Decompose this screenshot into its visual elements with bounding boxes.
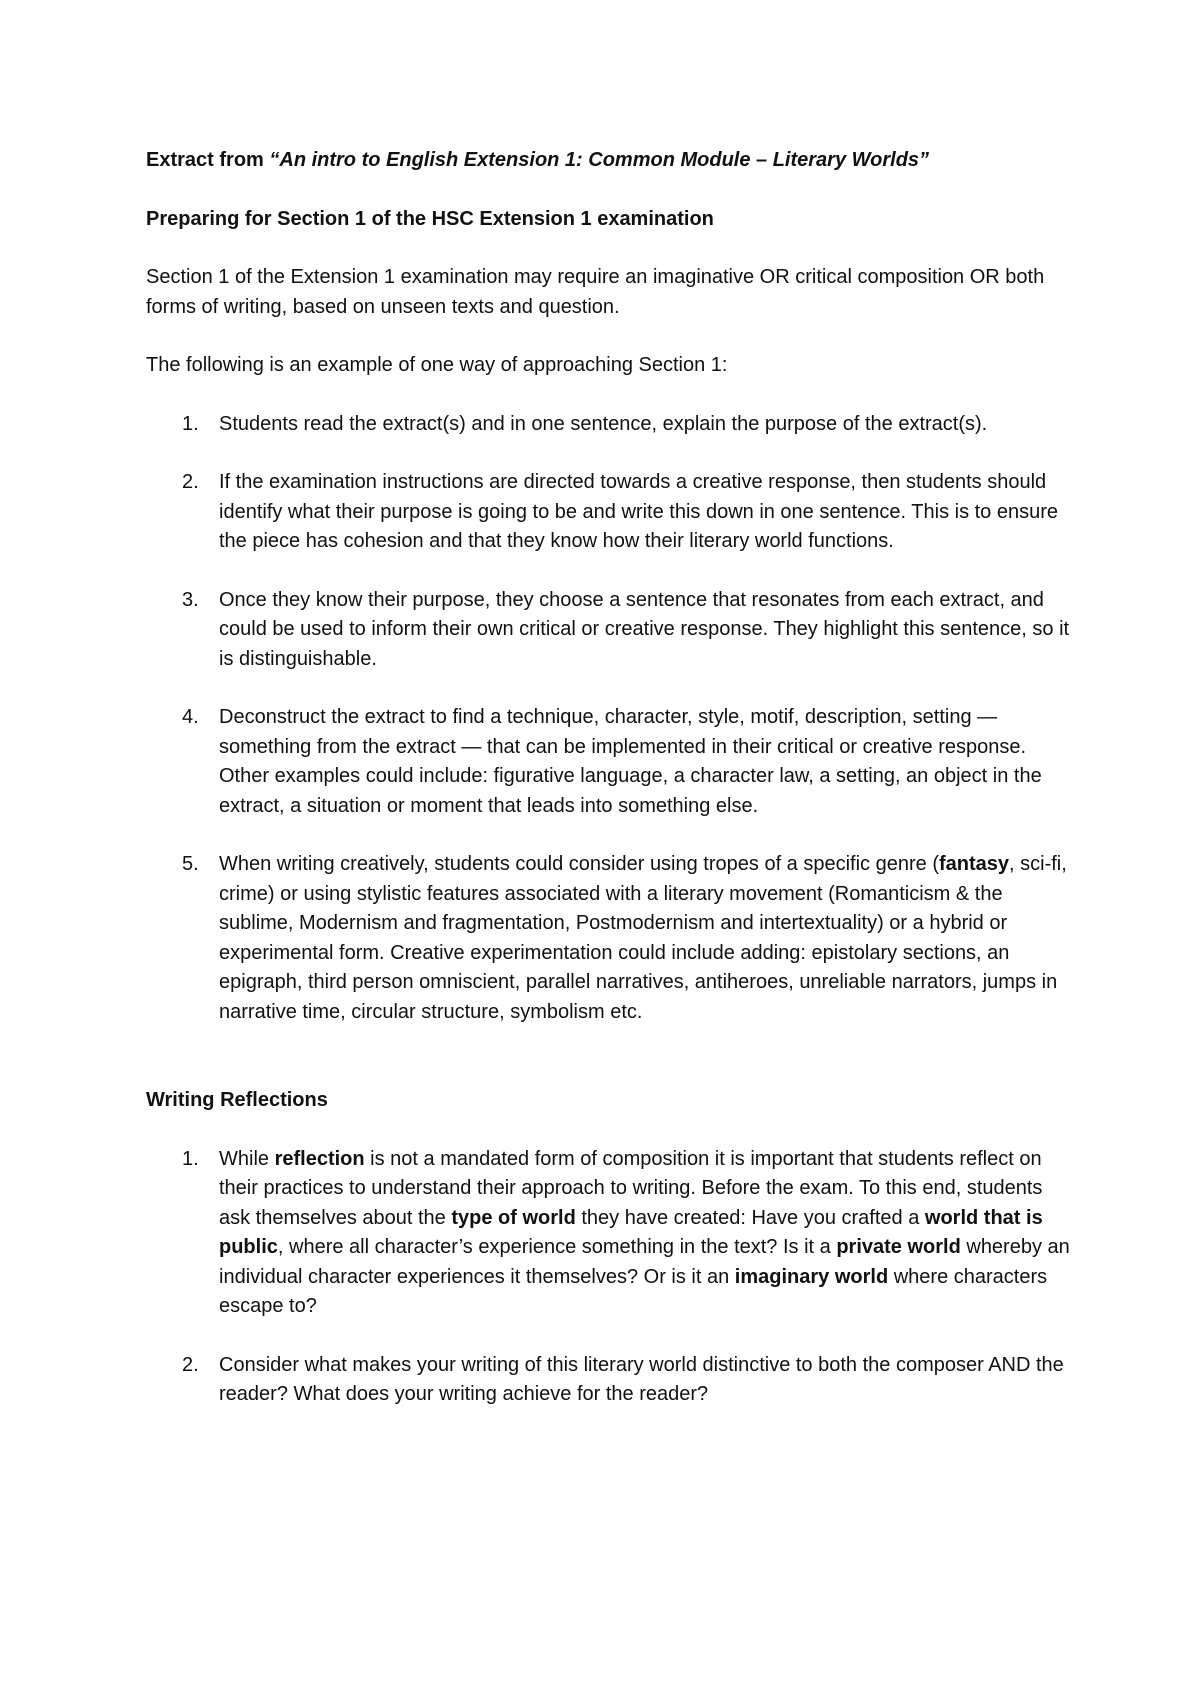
list-number: 4. [182, 706, 199, 728]
list-item-text: When writing creatively, students could consider using tropes of a specific genre (fantasy, sci-fi, crime) or using stylistic features associated with a literary movement (Romanticism & the sublime, Modernism and fragmentation, Postmodernism and intertextuality) or a hybrid or experimental form. Creative experimentation could include adding: epistolary sections, an epigraph, third person omniscient, parallel narratives, antiheroes, unreliable narrators, jumps in narrative time, circular structure, symbolism etc. [219, 853, 1067, 1023]
list-item-text: Students read the extract(s) and in one sentence, explain the purpose of the extract(s). [219, 412, 988, 435]
section2-reflections-list [146, 1145, 1076, 1410]
list-item-text: While reflection is not a mandated form of composition it is important that students reflect on their practices to understand their approach to writing. Before the exam. To this end, students ask themselves about the type of world they have created: Have you crafted a world that is public, where all character’s experience something in the text? Is it a private world whereby an individual character experiences it themselves? Or is it an imaginary world where characters escape to? [219, 1147, 1070, 1317]
document-title: Extract from “An intro to English Extension 1: Common Module – Literary Worlds” [146, 149, 930, 171]
list-item [146, 1145, 1076, 1322]
emphasis-reflection: reflection [274, 1147, 365, 1170]
list-item-text: Once they know their purpose, they choose a sentence that resonates from each extract, and could be used to inform their own critical or creative response. They highlight this sentence, so it is distinguishable. [219, 588, 1070, 670]
list-item [146, 410, 1076, 440]
emphasis-fantasy: fantasy [938, 853, 1010, 875]
section1-steps-list [146, 410, 1076, 1028]
emphasis-type-of-world: type of world [451, 1206, 576, 1229]
section2-heading: Writing Reflections [146, 1089, 328, 1111]
document-page [146, 146, 1076, 1439]
list-number: 1. [182, 1147, 199, 1170]
list-item [146, 1351, 1076, 1410]
emphasis-private-world: private world [836, 1236, 961, 1258]
list-number: 5. [182, 853, 199, 875]
list-item-text: Deconstruct the extract to find a technique, character, style, motif, description, setting — something from the extract — that can be implemented in their critical or creative response. Other examples could include: figurative language, a character law, a setting, an object in the extract, a situation or moment that leads into something else. [219, 706, 1042, 817]
list-item [146, 468, 1076, 557]
list-item [146, 703, 1076, 821]
list-item-text: Consider what makes your writing of this literary world distinctive to both the composer AND the reader? What does your writing achieve for the reader? [219, 1353, 1064, 1405]
section1-lead: The following is an example of one way of approaching Section 1: [146, 354, 728, 376]
list-item [146, 850, 1076, 1027]
document-title-italic: “An intro to English Extension 1: Common Module – Literary Worlds” [269, 149, 930, 171]
list-number: 1. [182, 412, 199, 435]
section1-heading: Preparing for Section 1 of the HSC Extension 1 examination [146, 207, 714, 230]
list-number: 2. [182, 1353, 199, 1376]
list-item-text: If the examination instructions are directed towards a creative response, then students should identify what their purpose is going to be and write this down in one sentence. This is to ensure the piece has cohesion and that they know how their literary world functions. [219, 471, 1059, 552]
emphasis-imaginary-world: imaginary world [734, 1265, 889, 1288]
list-number: 3. [182, 588, 199, 611]
list-item [146, 586, 1076, 675]
list-number: 2. [182, 471, 199, 493]
section1-intro: Section 1 of the Extension 1 examination may require an imaginative OR critical composition OR both forms of writing, based on unseen texts and question. [146, 266, 1045, 318]
emphasis-public-world: world that is public [219, 1206, 1043, 1258]
